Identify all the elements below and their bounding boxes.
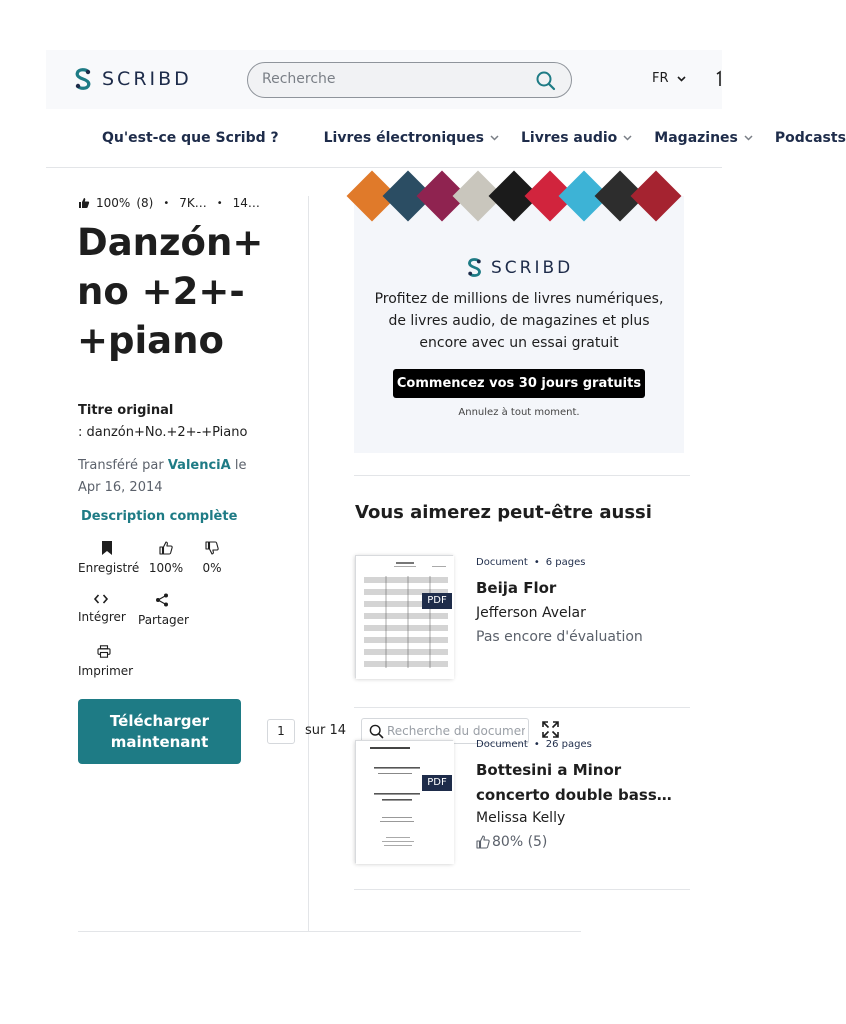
document-thumbnail[interactable] <box>355 740 453 863</box>
uploaded-suffix: le <box>234 458 247 473</box>
logo-text: SCRIBD <box>102 68 192 90</box>
document-type: Document <box>476 557 528 568</box>
nav-item-label: Qu'est-ce que Scribd ? <box>102 130 279 146</box>
book-covers-strip <box>354 196 684 242</box>
ad-body-line: de livres audio, de magazines et plus <box>388 313 650 329</box>
document-author[interactable]: Jefferson Avelar <box>476 605 586 621</box>
scribd-logo-icon <box>465 257 484 278</box>
book-cover <box>631 171 682 222</box>
bookmark-icon <box>101 541 113 555</box>
original-title-value: : danzón+No.+2+-+Piano <box>78 425 248 440</box>
ad-logo-text: SCRIBD <box>491 257 574 278</box>
bottom-divider <box>78 931 581 932</box>
thumbs-up-icon <box>159 541 173 555</box>
section-divider <box>354 475 690 476</box>
nav-item-label: Livres électroniques <box>323 130 484 146</box>
cancel-anytime-note: Annulez à tout moment. <box>458 407 580 418</box>
save-label: Enregistré <box>78 561 140 575</box>
nav-item-label: Magazines <box>654 130 738 146</box>
document-rating <box>476 629 643 645</box>
column-divider <box>308 196 309 931</box>
ad-logo <box>465 257 573 278</box>
separator-dot: • <box>216 197 223 209</box>
user-icon[interactable] <box>714 71 722 87</box>
nav-item-ebooks[interactable] <box>324 130 499 146</box>
document-title-link[interactable]: Beija Flor <box>476 579 557 597</box>
main-nav <box>102 126 846 150</box>
document-author[interactable]: Melissa Kelly <box>476 810 566 826</box>
ad-body-line: Profitez de millions de livres numériques, <box>374 291 664 307</box>
page-count: 14… <box>232 196 260 210</box>
embed-label: Intégrer <box>78 610 126 624</box>
page-number-input[interactable]: 1 <box>267 719 295 744</box>
rating-percent: 100% <box>96 196 131 210</box>
language-label: FR <box>652 71 669 86</box>
search-icon[interactable] <box>535 70 557 92</box>
document-meta <box>476 557 585 568</box>
document-type: Document <box>476 739 528 750</box>
document-title-link[interactable]: Bottesini a Minor concerto double bass… <box>476 761 672 804</box>
recommendations-title: Vous aimerez peut-être aussi <box>355 502 652 523</box>
share-button[interactable] <box>138 593 189 627</box>
fullscreen-icon[interactable] <box>542 721 559 738</box>
thumbs-down-icon <box>205 541 219 555</box>
nav-item-about[interactable] <box>102 130 279 146</box>
download-button[interactable]: Télécharger maintenant <box>78 699 241 764</box>
dislike-label: 0% <box>202 561 222 575</box>
pdf-badge: PDF <box>422 775 452 791</box>
document-thumbnail[interactable] <box>355 555 453 678</box>
upload-date: Apr 16, 2014 <box>78 480 163 495</box>
separator-dot: • <box>533 739 540 750</box>
dislike-button[interactable] <box>198 541 226 575</box>
upload-info <box>78 455 268 499</box>
scribd-logo[interactable] <box>72 67 192 91</box>
uploader-link[interactable]: ValenciA <box>167 458 231 473</box>
print-label: Imprimer <box>78 664 134 678</box>
section-divider <box>354 889 690 890</box>
like-button[interactable] <box>148 541 184 575</box>
nav-item-label: Livres audio <box>520 130 618 146</box>
nav-divider-line <box>46 167 722 168</box>
nav-item-label: Podcasts <box>774 130 846 146</box>
sheet-music-preview <box>356 556 454 679</box>
printer-icon <box>97 645 111 658</box>
pdf-badge: PDF <box>422 593 452 609</box>
document-stats <box>78 196 260 210</box>
document-pages: 26 pages <box>545 739 592 750</box>
search-bar[interactable] <box>247 62 572 98</box>
nav-item-podcasts[interactable] <box>775 130 846 146</box>
ad-body-line: encore avec un essai gratuit <box>419 335 619 351</box>
search-icon <box>369 724 384 739</box>
thumbs-up-icon <box>78 197 90 209</box>
code-icon <box>94 594 108 604</box>
uploaded-prefix: Transféré par <box>78 458 164 473</box>
chevron-down-icon <box>623 135 632 141</box>
document-pages: 6 pages <box>545 557 586 568</box>
embed-button[interactable] <box>78 594 124 624</box>
score-cover-preview <box>356 741 454 864</box>
separator-dot: • <box>533 557 540 568</box>
separator-dot: • <box>163 197 170 209</box>
document-title: Danzón+no +2+-+piano <box>77 221 264 362</box>
total-pages: sur 14 <box>305 723 347 738</box>
chevron-down-icon <box>677 76 686 82</box>
site-header <box>46 50 722 109</box>
rating-text: Pas encore d'évaluation <box>476 629 643 645</box>
view-count: 7K… <box>179 196 207 210</box>
scribd-logo-icon <box>72 67 94 91</box>
document-rating <box>476 834 547 850</box>
thumbs-up-icon <box>476 835 490 849</box>
share-label: Partager <box>138 613 189 627</box>
save-button[interactable] <box>78 541 140 575</box>
like-label: 100% <box>148 561 184 575</box>
rating-text: 80% (5) <box>492 834 548 850</box>
trial-ad-banner <box>354 196 684 453</box>
ad-body <box>354 288 684 354</box>
chevron-down-icon <box>490 135 499 141</box>
rating-count: (8) <box>136 196 154 210</box>
document-search-input[interactable] <box>387 724 525 738</box>
nav-item-audiobooks[interactable] <box>521 130 632 146</box>
search-input[interactable] <box>262 71 522 87</box>
print-button[interactable] <box>78 645 134 678</box>
section-divider <box>354 707 690 708</box>
start-trial-button[interactable]: Commencez vos 30 jours gratuits <box>393 369 645 398</box>
nav-item-magazines[interactable] <box>654 130 753 146</box>
share-icon <box>155 593 169 607</box>
full-description-link[interactable]: Description complète <box>81 509 238 524</box>
original-title-label: Titre original <box>78 403 174 418</box>
language-selector[interactable] <box>652 71 686 86</box>
document-meta <box>476 739 592 750</box>
chevron-down-icon <box>744 135 753 141</box>
